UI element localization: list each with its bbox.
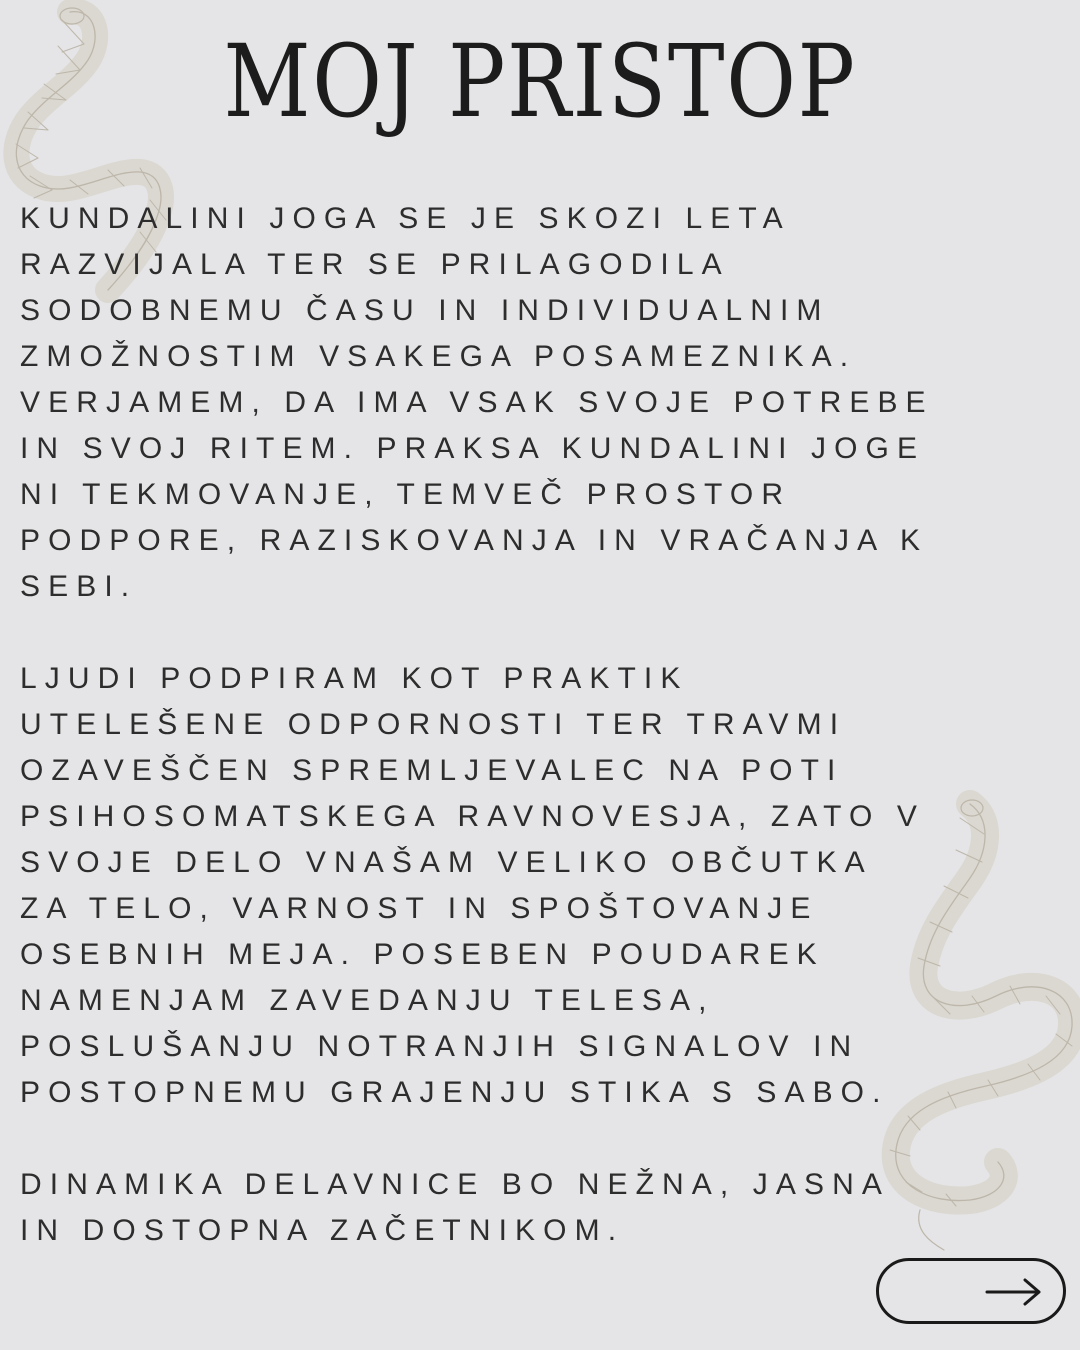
body-text	[20, 196, 1070, 1300]
arrow-right-icon	[985, 1277, 1043, 1307]
next-button[interactable]	[876, 1258, 1066, 1324]
paragraph-dynamics: DINAMIKA DELAVNICE BO NEŽNA, JASNA IN DOSTOPNA ZAČETNIKOM.	[20, 1168, 890, 1247]
page-title: MOJ PRISTOP	[223, 23, 857, 140]
paragraph-intro: KUNDALINI JOGA SE JE SKOZI LETA RAZVIJALA TER SE PRILAGODILA SODOBNEMU ČASU IN INDIVIDUALNIM ZMOŽNOSTIM VSAKEGA POSAMEZNIKA. VERJAMEM, DA IMA VSAK SVOJE POTREBE IN SVOJ RITEM. PRAKSA KUNDALINI JOGE NI TEKMOVANJE, TEMVEČ PROSTOR PODPORE, RAZISKOVANJA IN VRAČANJA K SEBI.	[20, 202, 934, 603]
paragraph-approach: LJUDI PODPIRAM KOT PRAKTIK UTELEŠENE ODPORNOSTI TER TRAVMI OZAVEŠČEN SPREMLJEVALEC NA POTI PSIHOSOMATSKEGA RAVNOVESJA, ZATO V SVOJE DELO VNAŠAM VELIKO OBČUTKA ZA TELO, VARNOST IN SPOŠTOVANJE OSEBNIH MEJA. POSEBEN POUDAREK NAMENJAM ZAVEDANJU TELESA, POSLUŠANJU NOTRANJIH SIGNALOV IN POSTOPNEMU GRAJENJU STIKA S SABO.	[20, 662, 925, 1109]
